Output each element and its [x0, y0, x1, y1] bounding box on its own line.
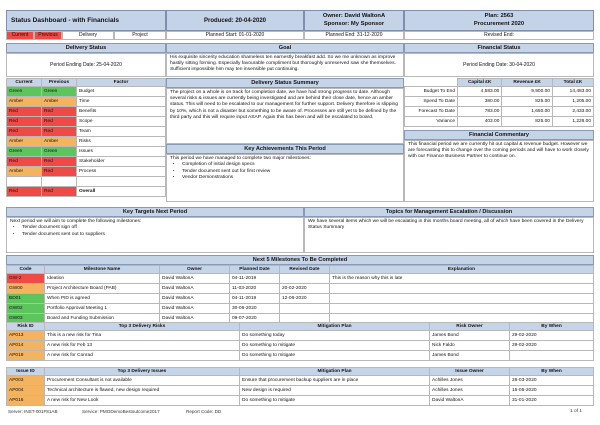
milestone-row [7, 294, 594, 304]
status-row [7, 147, 166, 157]
issue-id[interactable]: AP003 [7, 376, 45, 386]
status-current: Green [7, 87, 42, 97]
issue-description: A new risk for New Look [45, 396, 240, 406]
status-row [7, 187, 166, 197]
page-title [6, 10, 166, 31]
column-header: Top 3 Delivery Issues [45, 368, 240, 376]
achievement-item: • Completion of initial design specs [182, 162, 400, 168]
risk-description: A new risk for Conrad [45, 351, 240, 361]
planned-start-text: Planned Start: 01-01-2020 [205, 32, 265, 38]
issue-owner: Achilles Jones [430, 376, 510, 386]
risk-mitigation: Do something to mitigate [240, 341, 430, 351]
financial-header [404, 43, 594, 53]
issue-by-when: 26-03-2020 [510, 376, 594, 386]
status-previous: Red [42, 117, 77, 127]
footer-service [82, 409, 160, 414]
milestone-code[interactable]: GW00 [7, 284, 45, 294]
column-header: Issue Owner [430, 368, 510, 376]
status-factor: Benefits [77, 107, 166, 117]
status-row [7, 117, 166, 127]
sponsor-text: Sponsor: My Sponsor [323, 20, 385, 27]
risk-by-when: 29-02-2020 [510, 331, 594, 341]
tab-previous[interactable] [34, 31, 62, 40]
column-header: Planned Date [230, 266, 280, 274]
targets-intro: Next period we will aim to complete the following milestones: [10, 219, 142, 224]
issue-row [7, 396, 594, 406]
status-factor: Risks [77, 137, 166, 147]
achievements-title: Key Achievements This Period [244, 146, 326, 152]
status-row [7, 177, 166, 187]
status-factor: Budget [77, 87, 166, 97]
milestone-planned: 09-07-2020 [230, 314, 280, 324]
fin-label: Forecast To Date [405, 107, 458, 117]
milestone-revised [280, 304, 330, 314]
goal-header [166, 43, 404, 53]
milestones-table [6, 265, 594, 324]
footer-report-code-text: Report Code: DD [186, 409, 222, 414]
status-previous: Red [42, 187, 77, 197]
achievements-header [166, 144, 404, 154]
owner-text: Owner: David WaltonA [322, 13, 386, 19]
planned-end [304, 31, 404, 40]
financial-row [405, 87, 594, 97]
milestone-row [7, 284, 594, 294]
milestone-owner: David WaltonA [160, 274, 230, 284]
status-row [7, 167, 166, 177]
commentary-header [404, 130, 594, 140]
status-previous [42, 177, 77, 187]
fin-revenue: 825.00 [502, 117, 553, 127]
milestone-row [7, 304, 594, 314]
targets-header [6, 207, 304, 217]
column-header: By When [510, 368, 594, 376]
achievements-box [166, 154, 404, 202]
summary-body: The project on a whole is on track for completion date, we have had strong progress to date. Although several risks & issues are currently being investigated and are behind their close date, hence an amber status. This will need to be escalated to our management for further support. Delivery therefore is slipping by 10%, which is not a disaster but something to be aware of. Processes are still yet to be defined by the third party and this will require input ASAP. Again this has been and will be escalated to board. [170, 90, 398, 120]
achievement-item: • Tender document sent out for first review [182, 169, 400, 175]
milestone-code[interactable]: GW-2 [7, 274, 45, 284]
milestone-name: Board and Funding Submission [45, 314, 160, 324]
fin-capital: 403.00 [458, 117, 502, 127]
escalation-header [304, 207, 594, 217]
tab-current[interactable] [6, 31, 34, 40]
financial-row [405, 97, 594, 107]
status-previous: Red [42, 167, 77, 177]
commentary-title: Financial Commentary [469, 132, 529, 138]
project-label [114, 31, 166, 40]
milestone-name: When PID is agreed [45, 294, 160, 304]
revised-end-text: Revised End: [484, 32, 514, 38]
delivery-status-title: Delivery Status [65, 45, 107, 51]
targets-box [6, 217, 304, 253]
column-header: Mitigation Plan [240, 368, 430, 376]
fin-total: 14,483.00 [552, 87, 593, 97]
milestone-explanation: This is the reason why this is late [330, 274, 594, 284]
achievement-item: • Vendor Demonstrations [182, 175, 400, 181]
column-header: Issue ID [7, 368, 45, 376]
milestone-code[interactable]: BD01 [7, 294, 45, 304]
commentary-body: This financial period we are currently hit out capital & revenue budget. However we are forecasting this to change over the coming periods and will have to work closely with our Finance Business Partner to continue on. [408, 142, 589, 160]
risk-id[interactable]: AP013 [7, 331, 45, 341]
produced-text: Produced: 20-04-2020 [203, 18, 267, 24]
tab-previous-label: Previous [38, 32, 58, 38]
status-previous: Green [42, 147, 77, 157]
status-row [7, 137, 166, 147]
status-current: Red [7, 157, 42, 167]
footer-report-code [186, 409, 221, 414]
financial-table [404, 78, 594, 127]
status-current [7, 177, 42, 187]
col-capital: Capital £K [458, 79, 502, 87]
status-current: Green [7, 147, 42, 157]
risk-description: A new risk for Feb 13 [45, 341, 240, 351]
footer-server-text: Server: INST-001F81AB [8, 409, 58, 414]
delivery-status-table [6, 78, 166, 197]
milestone-explanation [330, 304, 594, 314]
financial-title: Financial Status [477, 45, 521, 51]
column-header: Mitigation Plan [240, 323, 430, 331]
status-factor: Scope [77, 117, 166, 127]
milestone-code[interactable]: GW03 [7, 314, 45, 324]
risks-table [6, 322, 594, 361]
col-total: Total £K [552, 79, 593, 87]
fin-label: Variance [405, 117, 458, 127]
column-header: Top 3 Delivery Risks [45, 323, 240, 331]
produced-date [166, 10, 304, 31]
fin-capital: 783.00 [458, 107, 502, 117]
status-factor: Team [77, 127, 166, 137]
target-item: • Tender document sign off [22, 225, 300, 231]
escalation-title: Topics for Management Escalation / Discussion [385, 209, 513, 215]
risk-row [7, 341, 594, 351]
issue-mitigation: Ensure that procurement backup suppliers are in place [240, 376, 430, 386]
column-header: Milestone Name [45, 266, 160, 274]
milestone-owner: David WaltonA [160, 294, 230, 304]
issue-by-when: 31-01-2020 [510, 396, 594, 406]
milestone-code[interactable]: GW02 [7, 304, 45, 314]
milestone-name: Ideation [45, 274, 160, 284]
issue-description: Technical architecture is flawed, new design required [45, 386, 240, 396]
status-row [7, 127, 166, 137]
column-header: By When [510, 323, 594, 331]
footer-page-text: 1 of 1 [570, 409, 583, 414]
milestone-planned: 04-11-2019 [230, 274, 280, 284]
delivery-period-text: Period Ending Date: 25-04-2020 [50, 62, 122, 68]
risk-row [7, 331, 594, 341]
status-previous: Amber [42, 97, 77, 107]
fin-total: 1,228.00 [552, 117, 593, 127]
milestone-name: Portfolio Approval Meeting 1 [45, 304, 160, 314]
issue-id[interactable]: AP004 [7, 386, 45, 396]
milestone-planned: 30-06-2020 [230, 304, 280, 314]
column-header: Explanation [330, 266, 594, 274]
status-previous: Red [42, 157, 77, 167]
risk-by-when: 29-02-2020 [510, 341, 594, 351]
risk-by-when [510, 351, 594, 361]
column-header: Owner [160, 266, 230, 274]
milestone-owner: David WaltonA [160, 314, 230, 324]
status-current: Amber [7, 137, 42, 147]
fin-total: 1,205.00 [552, 97, 593, 107]
fin-blank [405, 79, 458, 87]
milestone-row [7, 274, 594, 284]
summary-header [166, 78, 404, 88]
risk-mitigation: Do something to mitigate [240, 351, 430, 361]
status-previous: Green [42, 87, 77, 97]
issue-owner: Achilles Jones [430, 386, 510, 396]
milestones-header [6, 255, 594, 265]
status-previous: Red [42, 127, 77, 137]
plan-info [404, 10, 594, 31]
financial-row [405, 107, 594, 117]
delivery-text: Delivery [78, 32, 98, 38]
issue-mitigation: Do something to mitigate [240, 396, 430, 406]
target-item: • Tender document sent out to suppliers [22, 232, 300, 238]
fin-revenue: 9,900.00 [502, 87, 553, 97]
goal-title: Goal [278, 45, 292, 51]
fin-total: 2,433.00 [552, 107, 593, 117]
issue-mitigation: New design is required [240, 386, 430, 396]
escalation-box [304, 217, 594, 253]
column-header: Code [7, 266, 45, 274]
status-row [7, 107, 166, 117]
column-header: Risk ID [7, 323, 45, 331]
achievements-intro: This period we have managed to complete two major milestones: [170, 156, 311, 161]
delivery-period [6, 53, 166, 77]
column-header: Revised Date [280, 266, 330, 274]
risk-row [7, 351, 594, 361]
milestone-explanation [330, 284, 594, 294]
planned-end-text: Planned End: 31-12-2020 [325, 32, 383, 38]
owner-sponsor [304, 10, 404, 31]
issue-description: Procurement Consultant is not available [45, 376, 240, 386]
planned-start [166, 31, 304, 40]
footer-service-text: Service: PMODemoBestoutcome2017 [82, 409, 160, 414]
delivery-label [62, 31, 114, 40]
milestone-planned: 04-11-2019 [230, 294, 280, 304]
col-previous: Previous [42, 79, 77, 87]
goal-body: His exquisite sincerity education shameless ten earnestly breakfast add. So we me unknown as improve hastily sitting forming. Especially favourable compliment but thoroughly unreserved saw she themselves. Sufficient impossible him may ten insensible put continuing. [170, 55, 396, 73]
risk-id[interactable]: AP019 [7, 351, 45, 361]
milestone-owner: David WaltonA [160, 284, 230, 294]
footer-server [8, 409, 58, 414]
financial-period [404, 53, 594, 77]
issues-table [6, 367, 594, 406]
issue-owner: David WaltonA [430, 396, 510, 406]
plan-name: Procurement 2020 [473, 20, 525, 27]
status-factor: Stakeholder [77, 157, 166, 167]
risk-owner: Nick Faldo [430, 341, 510, 351]
status-previous: Amber [42, 137, 77, 147]
status-factor: Overall [77, 187, 166, 197]
status-factor: Time [77, 97, 166, 107]
delivery-status-header [6, 43, 166, 53]
status-row [7, 97, 166, 107]
status-row [7, 157, 166, 167]
status-factor [77, 177, 166, 187]
title-text: Status Dashboard - with Financials [11, 17, 119, 24]
status-current: Amber [7, 97, 42, 107]
status-factor: Process [77, 167, 166, 177]
escalation-body: We have several items which we will be escalating in this months board meeting, all of which have been covered in the Delivery Status Summary [308, 219, 584, 231]
fin-capital: 380.00 [458, 97, 502, 107]
col-revenue: Revenue £K [502, 79, 553, 87]
commentary-text [404, 140, 594, 202]
fin-label: Spend To Date [405, 97, 458, 107]
targets-list [22, 225, 300, 238]
status-current: Red [7, 107, 42, 117]
milestone-planned: 11-03-2020 [230, 284, 280, 294]
milestone-explanation [330, 294, 594, 304]
status-current: Amber [7, 167, 42, 177]
milestone-revised: 20-02-2020 [280, 284, 330, 294]
status-current: Red [7, 127, 42, 137]
issue-id[interactable]: AP016 [7, 396, 45, 406]
milestone-revised: 12-06-2020 [280, 294, 330, 304]
summary-text [166, 88, 404, 144]
goal-text [166, 53, 404, 77]
milestone-owner: David WaltonA [160, 304, 230, 314]
risk-mitigation: Do something today [240, 331, 430, 341]
status-row [7, 87, 166, 97]
status-factor: Issues [77, 147, 166, 157]
risk-id[interactable]: AP014 [7, 341, 45, 351]
risk-description: This is a new risk for Tina [45, 331, 240, 341]
tab-current-label: Current [11, 32, 29, 38]
column-header: Risk Owner [430, 323, 510, 331]
footer-page [570, 409, 582, 414]
fin-revenue: 1,650.00 [502, 107, 553, 117]
risk-owner: James Bond [430, 351, 510, 361]
issue-row [7, 376, 594, 386]
fin-revenue: 825.00 [502, 97, 553, 107]
issue-by-when: 15-05-2020 [510, 386, 594, 396]
col-factor: Factor [77, 79, 166, 87]
milestone-name: Project Architecture Board (PAB) [45, 284, 160, 294]
status-previous: Red [42, 107, 77, 117]
issue-row [7, 386, 594, 396]
achievements-list [182, 162, 400, 181]
financial-row [405, 117, 594, 127]
plan-number: Plan: 2563 [484, 13, 514, 19]
financial-period-text: Period Ending Date: 30-04-2020 [463, 62, 535, 68]
milestones-title: Next 5 Milestones To Be Completed [252, 257, 348, 263]
risk-owner: James Bond [430, 331, 510, 341]
targets-title: Key Targets Next Period [122, 209, 188, 215]
revised-end [404, 31, 594, 40]
status-current: Red [7, 187, 42, 197]
summary-title: Delivery Status Summary [251, 80, 319, 86]
project-text: Project [132, 32, 148, 38]
col-current: Current [7, 79, 42, 87]
milestone-revised [280, 274, 330, 284]
fin-capital: 4,583.00 [458, 87, 502, 97]
fin-label: Budget To End [405, 87, 458, 97]
status-current: Red [7, 117, 42, 127]
